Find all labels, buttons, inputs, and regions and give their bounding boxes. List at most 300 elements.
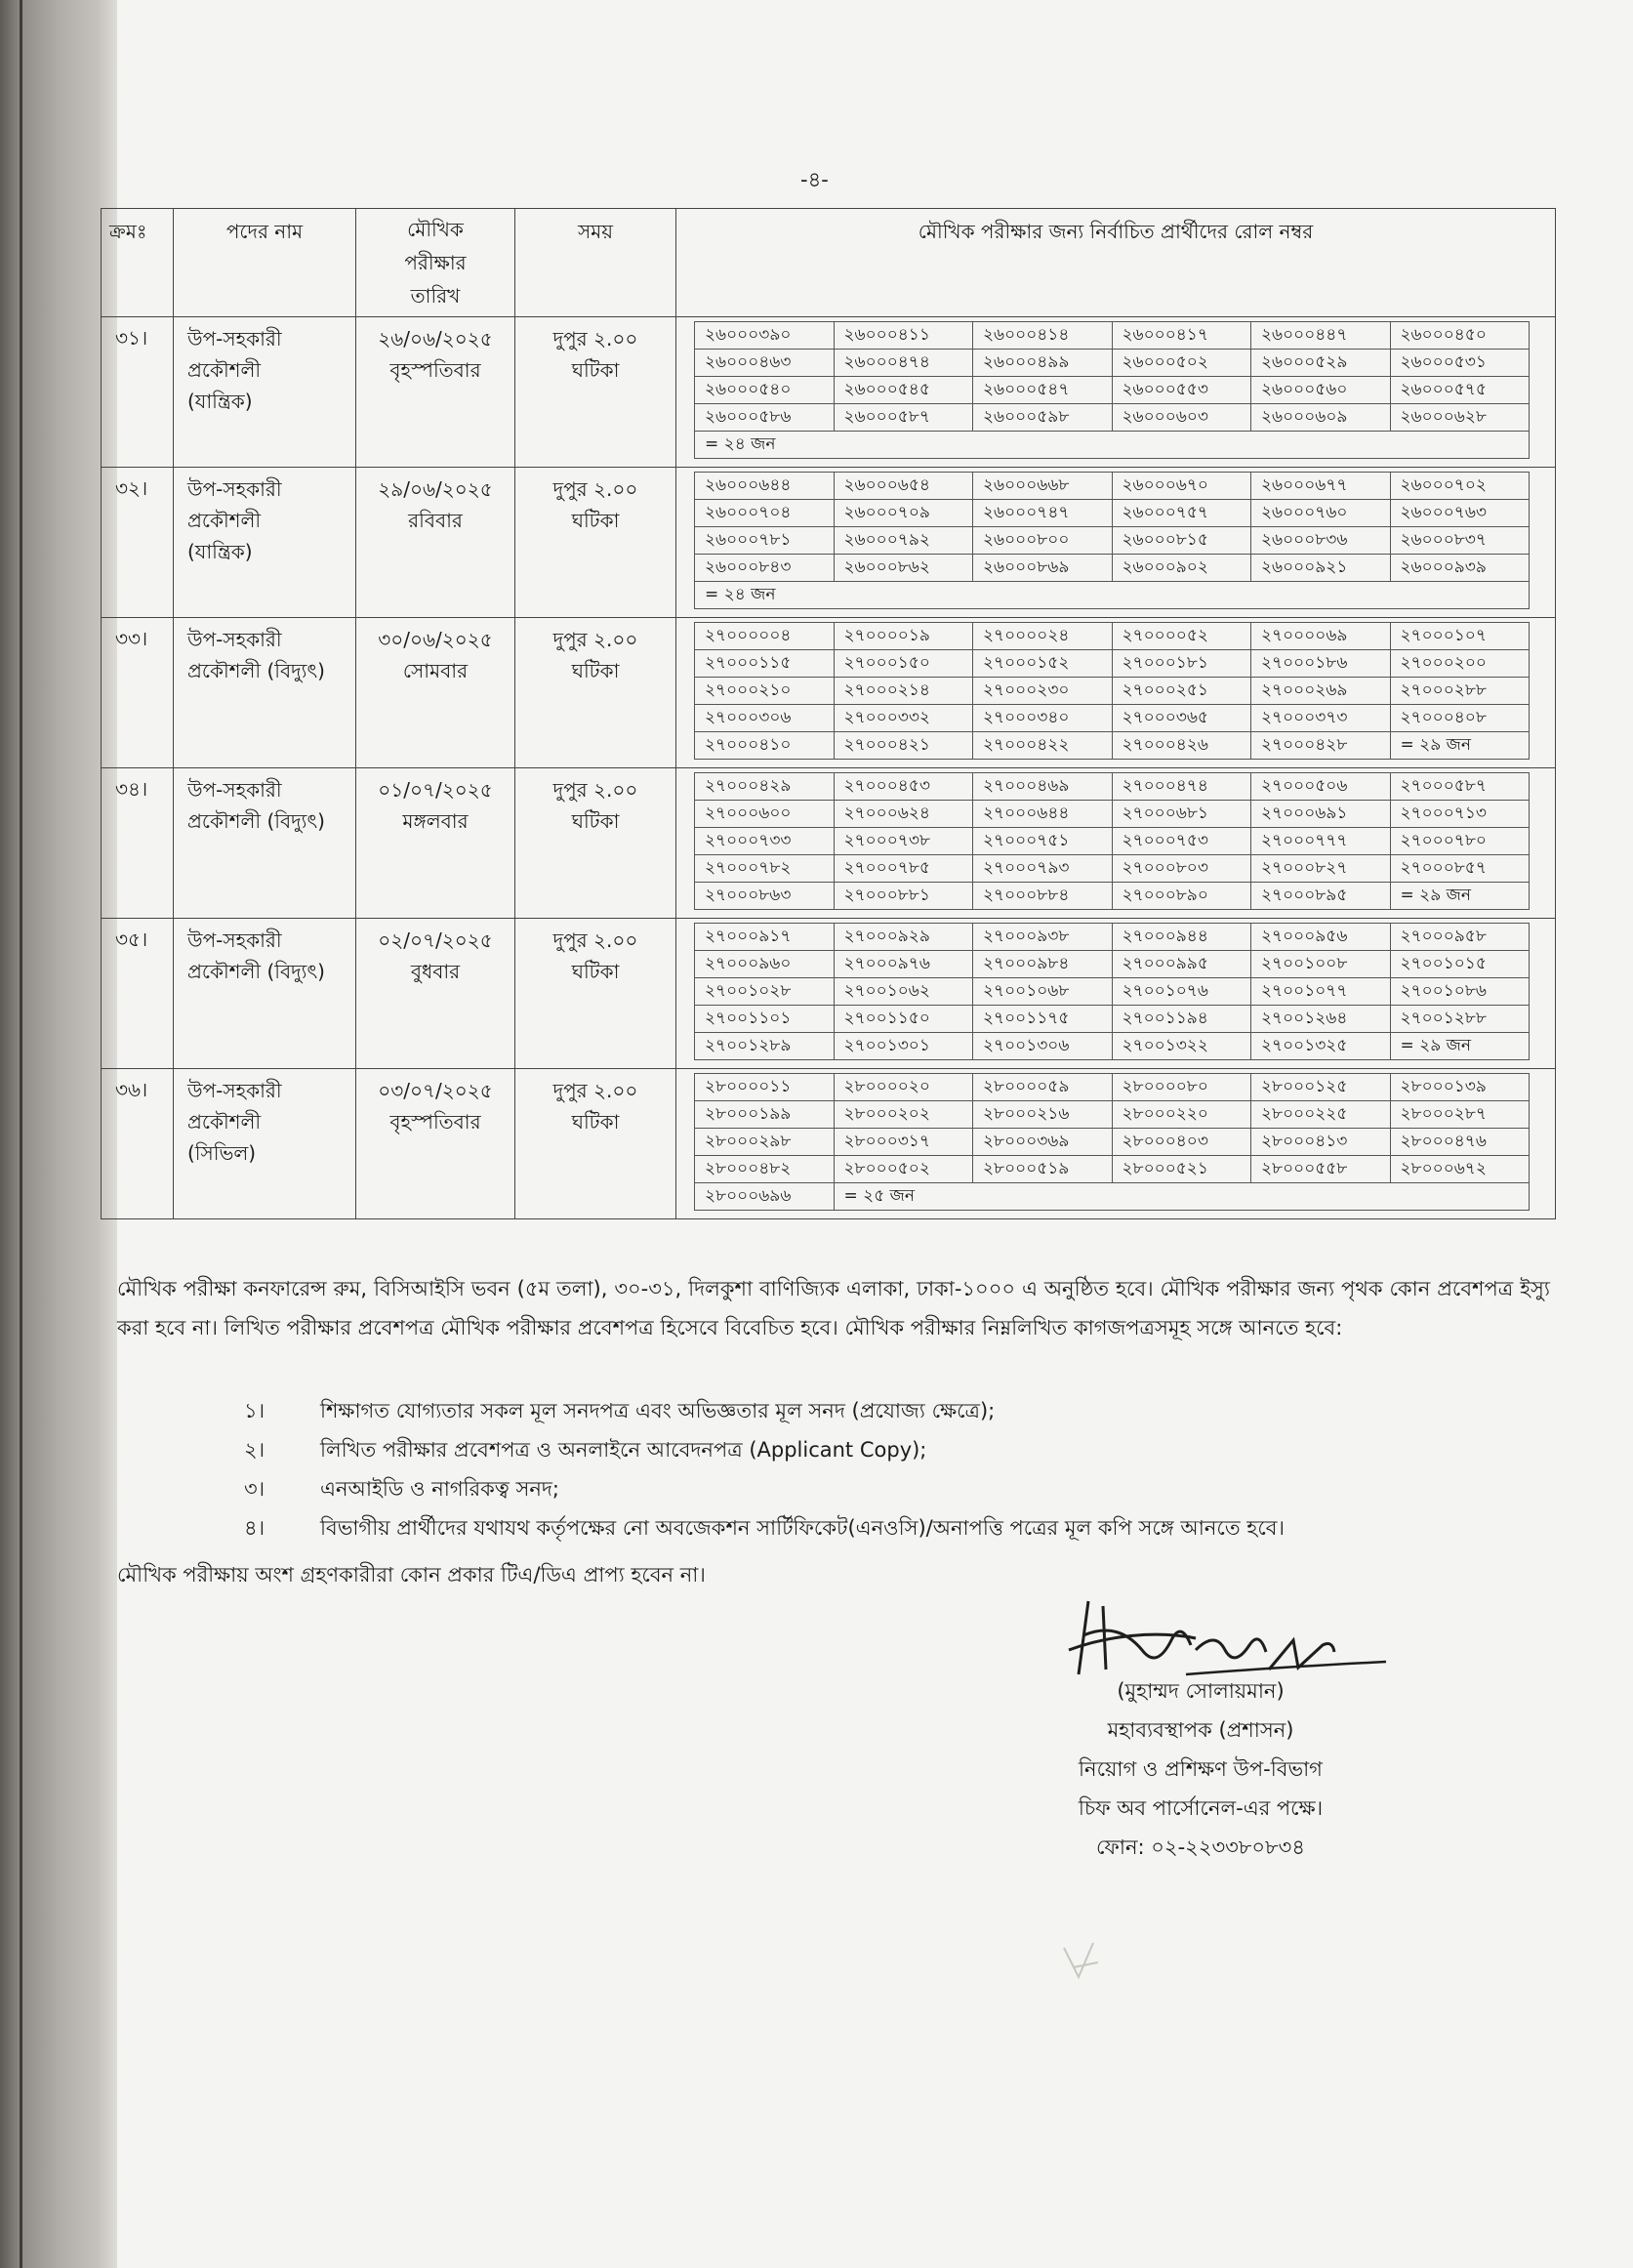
roll-number: ২৭০০০৬৮১ [1112,801,1251,828]
candidate-total: = ২৪ জন [695,432,1530,459]
roll-grid-row [695,678,1530,705]
post-name-line: প্রকৌশলী (বিদ্যুৎ) [187,960,325,983]
roll-number: ২৬০০০৪১৪ [973,322,1113,350]
roll-grid-row [695,377,1530,404]
roll-number: ২৬০০০৪১৭ [1112,322,1251,350]
roll-number: ২৮০০০০১১ [695,1074,835,1101]
roll-number: ২৭০০১৩২৫ [1251,1033,1391,1060]
roll-number: ২৭০০১০৭৬ [1112,978,1251,1006]
roll-number: ২৭০০১১৫০ [834,1006,973,1033]
candidate-total: = ২৯ জন [1390,883,1530,910]
post-name-line: উপ-সহকারী [187,1079,282,1102]
roll-number: ২৬০০০৮৬২ [834,555,973,582]
roll-number: ২৬০০০৫৮৬ [695,404,835,432]
roll-number: ২৭০০০১৫০ [834,650,973,678]
roll-number: ২৬০০০৮০০ [973,527,1113,555]
roll-number: ২৭০০০৭৮০ [1390,828,1530,855]
roll-number-grid [694,1073,1530,1211]
roll-grid-row [695,773,1530,801]
post-name-line: উপ-সহকারী [187,327,282,351]
roll-number: ২৮০০০৪৮২ [695,1156,835,1183]
roll-grid-row [695,855,1530,883]
time-unit: ঘটিকা [571,960,620,983]
signatory-phone: ফোন: ০২-২২৩৩৮০৮৩৪ [1096,1835,1305,1859]
row-serial: ৩১। [102,317,174,468]
roll-number: ২৭০০১১০১ [695,1006,835,1033]
time-value: দুপুর ২.০০ [552,327,638,351]
row-time [515,1069,676,1219]
schedule-row [102,618,1556,768]
roll-number: ২৭০০০৯১৭ [695,924,835,951]
viva-date-value: ০১/০৭/২০২৫ [378,778,493,802]
roll-grid-row [695,1006,1530,1033]
document-item-number: ৩। [244,1477,265,1501]
time-unit: ঘটিকা [571,809,620,833]
roll-number: ২৬০০০৬৫৪ [834,473,973,500]
roll-number: ২৬০০০৪৫০ [1390,322,1530,350]
roll-number: ২৭০০০৩০৬ [695,705,835,732]
roll-number: ২৭০০১৩০১ [834,1033,973,1060]
viva-day-value: রবিবার [408,509,463,532]
row-viva-date [356,1069,515,1219]
roll-number: ২৬০০০৭৫৭ [1112,500,1251,527]
roll-number: ২৭০০০৬০০ [695,801,835,828]
roll-number: ২৬০০০৮৬৯ [973,555,1113,582]
roll-number: ২৮০০০২১৬ [973,1101,1113,1129]
roll-number: ২৭০০০৪৬৯ [973,773,1113,801]
header-viva-date: মৌখিক পরীক্ষার তারিখ [356,209,515,317]
roll-number: ২৮০০০৩১৭ [834,1129,973,1156]
faint-initial-mark [1054,1933,1113,1992]
roll-number: ২৬০০০৬৬৮ [973,473,1113,500]
roll-grid-row [695,1156,1530,1183]
roll-number: ২৮০০০২৯৮ [695,1129,835,1156]
roll-number: ২৭০০০৭৮৫ [834,855,973,883]
row-viva-date [356,768,515,919]
row-post-name [174,1069,356,1219]
post-name-line: প্রকৌশলী (বিদ্যুৎ) [187,809,325,833]
roll-number: ২৮০০০৪০৩ [1112,1129,1251,1156]
roll-number: ২৭০০০৪২১ [834,732,973,760]
roll-number: ২৭০০০৫৮৭ [1390,773,1530,801]
roll-number: ২৮০০০২২০ [1112,1101,1251,1129]
header-time: সময় [515,209,676,317]
roll-grid-row [695,555,1530,582]
roll-number: ২৭০০১০০৮ [1251,951,1391,978]
document-item-number: ২। [244,1438,265,1462]
roll-number: ২৭০০০৬৯১ [1251,801,1391,828]
roll-number: ২৬০০০৫০২ [1112,350,1251,377]
time-value: দুপুর ২.০০ [552,928,638,952]
roll-number: ২৬০০০৭৬০ [1251,500,1391,527]
row-roll-numbers [676,768,1556,919]
roll-number: ২৭০০০৮৯৫ [1251,883,1391,910]
candidate-total: = ২৯ জন [1390,732,1530,760]
roll-number: ২৭০০০৯৬০ [695,951,835,978]
roll-number: ২৬০০০৬৭০ [1112,473,1251,500]
row-roll-numbers [676,468,1556,618]
roll-number: ২৮০০০১২৫ [1251,1074,1391,1101]
post-name-line: প্রকৌশলী [187,509,262,532]
roll-number: ২৭০০০২৮৮ [1390,678,1530,705]
roll-grid-row [695,1129,1530,1156]
row-viva-date [356,468,515,618]
roll-grid-row [695,924,1530,951]
row-roll-numbers [676,919,1556,1069]
roll-number: ২৭০০০৮৮১ [834,883,973,910]
roll-grid-row [695,473,1530,500]
document-item-text: বিভাগীয় প্রার্থীদের যথাযথ কর্তৃপক্ষের নো অবজেকশন সার্টিফিকেট(এনওসি)/অনাপত্তি পত্রের মূল কপি সঙ্গে আনতে হবে। [320,1516,1285,1540]
roll-number: ২৭০০১২৮৮ [1390,1006,1530,1033]
roll-grid-row [695,1033,1530,1060]
roll-number: ২৭০০০৬৪৪ [973,801,1113,828]
roll-number: ২৭০০০১৮৬ [1251,650,1391,678]
roll-number: ২৬০০০৪৯৯ [973,350,1113,377]
roll-number: ২৬০০০৮৪৩ [695,555,835,582]
roll-grid-row [695,883,1530,910]
roll-number: ২৮০০০২৮৭ [1390,1101,1530,1129]
roll-number: ২৭০০১০৮৬ [1390,978,1530,1006]
roll-grid-row [695,801,1530,828]
row-roll-numbers [676,1069,1556,1219]
roll-number: ২৭০০০৫০৬ [1251,773,1391,801]
roll-number: ২৭০০০১৫২ [973,650,1113,678]
time-unit: ঘটিকা [571,358,620,382]
roll-number-grid [694,321,1530,459]
roll-number: ২৭০০০১৮১ [1112,650,1251,678]
document-item-text: এনআইডি ও নাগরিকত্ব সনদ; [320,1477,559,1501]
roll-number: ২৭০০০৪২৯ [695,773,835,801]
roll-number: ২৭০০০৮৮৪ [973,883,1113,910]
ta-da-note: মৌখিক পরীক্ষায় অংশ গ্রহণকারীরা কোন প্রকার টিএ/ডিএ প্রাপ্য হবেন না। [117,1563,706,1587]
roll-number: ২৭০০০০২৪ [973,623,1113,650]
roll-grid-row [695,322,1530,350]
header-rolls: মৌখিক পরীক্ষার জন্য নির্বাচিত প্রার্থীদের রোল নম্বর [676,209,1556,317]
roll-number: ২৭০০০৭৩৩ [695,828,835,855]
roll-grid-row [695,705,1530,732]
roll-number: ২৬০০০৫৪৫ [834,377,973,404]
roll-number: ২৬০০০৮৩৭ [1390,527,1530,555]
roll-number: ২৭০০০০০৪ [695,623,835,650]
schedule-row [102,317,1556,468]
roll-number: ২৬০০০৫৪০ [695,377,835,404]
signatory-block [1015,1671,1386,1867]
row-time [515,618,676,768]
page-number: -৪- [800,168,829,191]
roll-grid-row [695,623,1530,650]
viva-day-value: মঙ্গলবার [402,809,469,833]
roll-number: ২৬০০০৯২১ [1251,555,1391,582]
viva-day-value: সোমবার [402,659,469,682]
roll-number: ২৭০০১০১৫ [1390,951,1530,978]
roll-number: ২৭০০০৯৪৪ [1112,924,1251,951]
roll-number: ২৮০০০৩৬৯ [973,1129,1113,1156]
roll-number: ২৬০০০৮১৫ [1112,527,1251,555]
roll-grid-row [695,350,1530,377]
roll-number: ২৬০০০৫৯৮ [973,404,1113,432]
roll-number: ২৭০০১২৬৪ [1251,1006,1391,1033]
roll-number: ২৭০০০১১৫ [695,650,835,678]
roll-number: ২৬০০০৮৩৬ [1251,527,1391,555]
document-item-number: ৪। [244,1516,265,1540]
post-name-line: উপ-সহকারী [187,477,282,501]
row-post-name [174,618,356,768]
roll-number: ২৬০০০৫৫৩ [1112,377,1251,404]
document-item [244,1430,1552,1469]
roll-grid-row [695,978,1530,1006]
roll-grid-row [695,527,1530,555]
roll-grid-row [695,582,1530,609]
row-post-name [174,768,356,919]
document-item-text: লিখিত পরীক্ষার প্রবেশপত্র ও অনলাইনে আবেদনপত্র (Applicant Copy); [320,1438,927,1462]
roll-number: ২৭০০০৩৬৫ [1112,705,1251,732]
roll-number: ২৬০০০৭০৯ [834,500,973,527]
roll-number: ২৭০০০৭৩৮ [834,828,973,855]
roll-number: ২৭০০১১৯৪ [1112,1006,1251,1033]
roll-number: ২৬০০০৬৭৭ [1251,473,1391,500]
time-value: দুপুর ২.০০ [552,778,638,802]
roll-number-grid [694,472,1530,609]
row-time [515,468,676,618]
post-name-line: প্রকৌশলী (বিদ্যুৎ) [187,659,325,682]
schedule-row [102,468,1556,618]
roll-number: ২৭০০০২১৪ [834,678,973,705]
candidate-total: = ২৯ জন [1390,1033,1530,1060]
roll-grid-row [695,828,1530,855]
roll-number: ২৮০০০৪৭৬ [1390,1129,1530,1156]
roll-number: ২৭০০০৯৭৬ [834,951,973,978]
roll-number: ২৬০০০৬০৩ [1112,404,1251,432]
roll-number: ২৬০০০৫২৯ [1251,350,1391,377]
row-serial: ৩২। [102,468,174,618]
schedule-row [102,1069,1556,1219]
document-item [244,1469,1552,1508]
roll-number: ২৮০০০৫৫৮ [1251,1156,1391,1183]
roll-number: ২৮০০০০২০ [834,1074,973,1101]
roll-number: ২৬০০০৫৬০ [1251,377,1391,404]
roll-number: ২৬০০০৭৮১ [695,527,835,555]
roll-number: ২৬০০০৪৬৩ [695,350,835,377]
viva-venue-note: মৌখিক পরীক্ষা কনফারেন্স রুম, বিসিআইসি ভবন (৫ম তলা), ৩০-৩১, দিলকুশা বাণিজ্যিক এলাকা, ঢাকা-১০০০ এ অনুষ্ঠিত হবে। মৌখিক পরীক্ষার জন্য পৃথক কোন প্রবেশপত্র ইস্যু করা হবে না। লিখিত পরীক্ষার প্রবেশপত্র মৌখিক পরীক্ষার প্রবেশপত্র হিসেবে বিবেচিত হবে। মৌখিক পরীক্ষার নিম্নলিখিত কাগজপত্রসমূহ সঙ্গে আনতে হবে: [117,1277,1550,1340]
roll-number-grid [694,772,1530,910]
row-post-name [174,317,356,468]
roll-number: ২৭০০১০২৮ [695,978,835,1006]
post-name-line: উপ-সহকারী [187,928,282,952]
viva-date-value: ০৩/০৭/২০২৫ [378,1079,493,1102]
signatory-designation: মহাব্যবস্থাপক (প্রশাসন) [1107,1718,1294,1742]
row-serial: ৩৩। [102,618,174,768]
roll-number: ২৭০০০৮৯০ [1112,883,1251,910]
roll-number: ২৭০০০৩৩২ [834,705,973,732]
roll-number: ২৮০০০৫২১ [1112,1156,1251,1183]
roll-number: ২৭০০০২৫১ [1112,678,1251,705]
roll-number: ২৮০০০৫০২ [834,1156,973,1183]
viva-day-value: বৃহস্পতিবার [389,1110,481,1134]
table-header-row [102,209,1556,317]
row-viva-date [356,317,515,468]
header-serial: ক্রমঃ [102,209,174,317]
required-documents-list [244,1391,1552,1547]
time-value: দুপুর ২.০০ [552,477,638,501]
roll-number: ২৬০০০৯৩৯ [1390,555,1530,582]
roll-number: ২৮০০০১৯৯ [695,1101,835,1129]
roll-number: ২৭০০০৩৪০ [973,705,1113,732]
signatory-name: (মুহাম্মদ সোলায়মান) [1117,1679,1285,1703]
roll-number: ২৮০০০০৮০ [1112,1074,1251,1101]
roll-number: ২৭০০০৯৮৪ [973,951,1113,978]
row-roll-numbers [676,317,1556,468]
roll-number: ২৭০০০২৩০ [973,678,1113,705]
viva-date-value: ০২/০৭/২০২৫ [378,928,493,952]
document-item-text: শিক্ষাগত যোগ্যতার সকল মূল সনদপত্র এবং অভিজ্ঞতার মূল সনদ (প্রযোজ্য ক্ষেত্রে); [320,1399,996,1423]
roll-number: ২৭০০০১০৭ [1390,623,1530,650]
roll-number: ২৬০০০৯০২ [1112,555,1251,582]
roll-number: ২৬০০০৭৬৩ [1390,500,1530,527]
candidate-total: = ২৪ জন [695,582,1530,609]
roll-grid-row [695,1183,1530,1211]
roll-number: ২৭০০১১৭৫ [973,1006,1113,1033]
roll-number: ২৭০০০৮০৩ [1112,855,1251,883]
row-post-name [174,468,356,618]
schedule-body [102,317,1556,1219]
roll-number: ২৭০০০৭৫১ [973,828,1113,855]
row-serial: ৩৪। [102,768,174,919]
row-roll-numbers [676,618,1556,768]
roll-number: ২৬০০০৪১১ [834,322,973,350]
roll-number: ২৮০০০১৩৯ [1390,1074,1530,1101]
roll-number: ২৭০০০৪২২ [973,732,1113,760]
row-time [515,317,676,468]
document-item-number: ১। [244,1399,265,1423]
row-time [515,919,676,1069]
roll-number: ২৭০০০২০০ [1390,650,1530,678]
roll-number: ২৭০০১৩২২ [1112,1033,1251,1060]
post-name-line: উপ-সহকারী [187,778,282,802]
document-item [244,1508,1552,1547]
roll-number: ২৭০০০৬২৪ [834,801,973,828]
signatory-on-behalf: চিফ অব পার্সোনেল-এর পক্ষে। [1078,1796,1324,1820]
roll-number: ২৭০০০৩৭৩ [1251,705,1391,732]
schedule-row [102,768,1556,919]
post-name-line: (যান্ত্রিক) [187,390,253,413]
roll-number: ২৮০০০৬৯৬ [695,1183,835,1211]
roll-grid-row [695,432,1530,459]
row-post-name [174,919,356,1069]
roll-number: ২৭০০০৪২৬ [1112,732,1251,760]
viva-day-value: বৃহস্পতিবার [389,358,481,382]
roll-number: ২৭০০০৭৮২ [695,855,835,883]
post-name-line: (সিভিল) [187,1141,257,1165]
viva-schedule-table [101,208,1556,1219]
roll-number: ২৭০০০০১৯ [834,623,973,650]
roll-number: ২৮০০০৬৭২ [1390,1156,1530,1183]
post-name-line: (যান্ত্রিক) [187,540,253,563]
roll-number: ২৭০০০৭৯৩ [973,855,1113,883]
roll-number: ২৭০০০০৬৯ [1251,623,1391,650]
roll-number: ২৭০০০২১০ [695,678,835,705]
roll-number: ২৭০০০৪০৮ [1390,705,1530,732]
row-viva-date [356,618,515,768]
time-value: দুপুর ২.০০ [552,628,638,651]
row-serial: ৩৬। [102,1069,174,1219]
post-name-line: প্রকৌশলী [187,358,262,382]
roll-number: ২৭০০০৮২৭ [1251,855,1391,883]
viva-date-value: ২৬/০৬/২০২৫ [378,327,493,351]
roll-number: ২৭০০০৮৬৩ [695,883,835,910]
roll-number: ২৭০০০৭৭৭ [1251,828,1391,855]
post-name-line: উপ-সহকারী [187,628,282,651]
roll-number-grid [694,622,1530,760]
schedule-row [102,919,1556,1069]
row-serial: ৩৫। [102,919,174,1069]
scanner-edge [0,0,117,2268]
roll-number: ২৬০০০৫৩১ [1390,350,1530,377]
roll-number: ২৭০০১৩০৬ [973,1033,1113,1060]
viva-day-value: বুধবার [410,960,461,983]
roll-number: ২৬০০০৪৭৪ [834,350,973,377]
roll-number: ২৬০০০৭০৪ [695,500,835,527]
viva-date-value: ৩০/০৬/২০২৫ [378,628,493,651]
roll-number: ২৮০০০৫১৯ [973,1156,1113,1183]
roll-number: ২৬০০০৭৯২ [834,527,973,555]
roll-number: ২৭০০০২৬৯ [1251,678,1391,705]
roll-number: ২৬০০০৫৮৭ [834,404,973,432]
roll-number: ২৬০০০৬৪৪ [695,473,835,500]
roll-number: ২৭০০০৮৫৭ [1390,855,1530,883]
roll-number: ২৮০০০০৫৯ [973,1074,1113,1101]
roll-number: ২৮০০০২০২ [834,1101,973,1129]
roll-number: ২৮০০০৪১৩ [1251,1129,1391,1156]
roll-number: ২৬০০০৫৪৭ [973,377,1113,404]
roll-number: ২৭০০১২৮৯ [695,1033,835,1060]
row-time [515,768,676,919]
time-unit: ঘটিকা [571,1110,620,1134]
roll-grid-row [695,404,1530,432]
viva-date-value: ২৯/০৬/২০২৫ [378,477,493,501]
roll-number: ২৭০০০৯৩৮ [973,924,1113,951]
roll-grid-row [695,732,1530,760]
header-post-name: পদের নাম [174,209,356,317]
roll-number: ২৬০০০৬২৮ [1390,404,1530,432]
signatory-department: নিয়োগ ও প্রশিক্ষণ উপ-বিভাগ [1079,1757,1323,1781]
roll-number: ২৭০০১০৬২ [834,978,973,1006]
roll-number: ২৭০০০৪৭৪ [1112,773,1251,801]
roll-number: ২৬০০০৫৭৫ [1390,377,1530,404]
roll-number: ২৬০০০৬০৯ [1251,404,1391,432]
roll-number: ২৭০০০৯৫৬ [1251,924,1391,951]
document-item [244,1391,1552,1430]
roll-grid-row [695,500,1530,527]
roll-number: ২৭০০০৯২৯ [834,924,973,951]
roll-number: ২৬০০০৭৪৭ [973,500,1113,527]
roll-number: ২৭০০০৯৫৮ [1390,924,1530,951]
time-value: দুপুর ২.০০ [552,1079,638,1102]
roll-grid-row [695,1101,1530,1129]
roll-number: ২৭০০০৪৫৩ [834,773,973,801]
roll-number: ২৮০০০২২৫ [1251,1101,1391,1129]
roll-grid-row [695,1074,1530,1101]
roll-number: ২৭০০০০৫২ [1112,623,1251,650]
time-unit: ঘটিকা [571,659,620,682]
roll-number: ২৭০০০৭১৩ [1390,801,1530,828]
roll-grid-row [695,650,1530,678]
roll-number-grid [694,923,1530,1060]
roll-grid-row [695,951,1530,978]
roll-number: ২৭০০১০৭৭ [1251,978,1391,1006]
roll-number: ২৭০০০৪২৮ [1251,732,1391,760]
roll-number: ২৬০০০৩৯০ [695,322,835,350]
roll-number: ২৬০০০৭০২ [1390,473,1530,500]
